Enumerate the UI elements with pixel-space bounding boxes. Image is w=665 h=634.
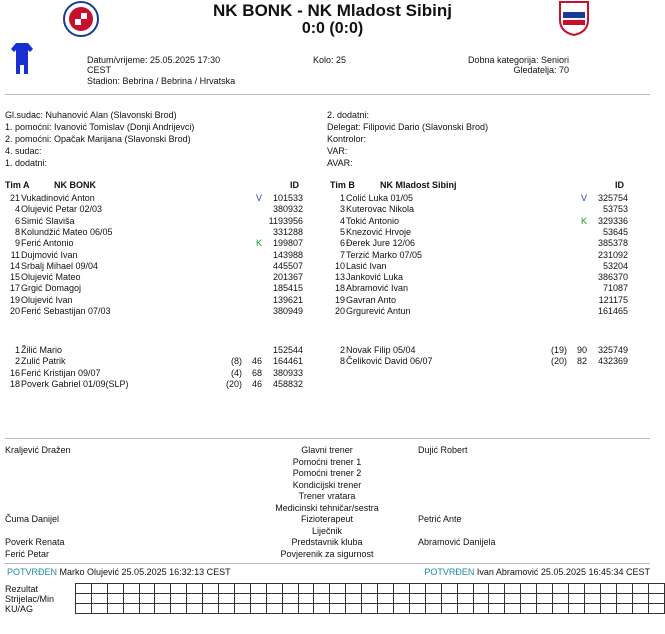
grid-cell <box>425 594 441 604</box>
grid-cell <box>123 584 139 594</box>
sub-minute: 82 <box>576 356 587 367</box>
player-number: 20 <box>9 306 20 316</box>
grid-cell <box>250 584 266 594</box>
confirm-word: POTVRĐEN <box>7 567 58 577</box>
team-a-label: Tim A <box>5 180 30 190</box>
grid-cell <box>473 594 489 604</box>
grid-cell <box>568 604 584 614</box>
grid-cell <box>362 584 378 594</box>
grid-cell <box>250 604 266 614</box>
player-role-mark: V <box>256 193 263 203</box>
grid-cell <box>425 604 441 614</box>
team-b-label: Tim B <box>330 180 355 190</box>
sub-replaced: (20) <box>225 378 242 389</box>
player-number: 8 <box>14 226 20 237</box>
player-id: 385378 <box>597 238 628 249</box>
grid-cell <box>584 594 600 604</box>
sub-name: Čeliković David 06/07 <box>346 356 433 367</box>
grid-row <box>5 584 665 594</box>
match-round: Kolo: 25 <box>313 55 347 65</box>
player-number: 6 <box>14 215 20 226</box>
grid-row-label: Rezultat <box>5 583 39 594</box>
grid-cell <box>171 584 187 594</box>
match-score: 0:0 (0:0) <box>301 20 364 37</box>
match-timezone: CEST <box>87 65 112 75</box>
team-b-staff: Abramović Danijela <box>418 537 496 547</box>
divider <box>5 94 650 95</box>
grid-cell <box>409 604 425 614</box>
grid-cell <box>123 594 139 604</box>
grid-cell <box>346 604 362 614</box>
team-a-staff: Ferić Petar <box>5 548 50 559</box>
grid-cell <box>314 584 330 594</box>
player-name: Abramović Ivan <box>346 283 409 294</box>
grid-cell <box>187 584 203 594</box>
player-name: Kolundžić Mateo 06/05 <box>21 226 113 237</box>
player-name: Ferić Sebastijan 07/03 <box>21 306 111 316</box>
player-name: Knezović Hrvoje <box>346 226 412 237</box>
player-id: 380932 <box>272 204 303 215</box>
grid-cell <box>632 584 648 594</box>
player-number: 14 <box>9 260 20 271</box>
official-line: Delegat: Filipović Dario (Slavonski Brod) <box>327 122 489 132</box>
grid-cell <box>632 604 648 614</box>
team-b-staff: Dujić Robert <box>418 445 468 455</box>
player-name: Gavran Anto <box>346 294 397 305</box>
grid-row-label: Strijelac/Min <box>5 593 55 604</box>
grid-cell <box>425 584 441 594</box>
grid-row <box>5 604 665 614</box>
grid-cell <box>107 604 123 614</box>
grid-cell <box>584 604 600 614</box>
grid-cell <box>600 604 616 614</box>
sub-minute: 46 <box>251 356 262 367</box>
player-number: 21 <box>9 193 20 203</box>
player-id: 53645 <box>602 226 628 237</box>
staff-role: Pomoćni trener 1 <box>292 456 362 467</box>
player-id: 121175 <box>598 294 628 305</box>
player-role-mark: K <box>256 238 263 249</box>
team-a-name: NK BONK <box>54 180 96 190</box>
confirm-team-a <box>7 567 231 577</box>
grid-cell <box>314 594 330 604</box>
match-stadium: Stadion: Bebrina / Bebrina / Hrvatska <box>87 76 236 86</box>
player-name: Grgić Domagoj <box>21 283 82 294</box>
grid-cell <box>314 604 330 614</box>
sub-name: Poverk Gabriel 01/09(SLP) <box>21 378 129 389</box>
grid-cell <box>600 584 616 594</box>
grid-cell <box>107 594 123 604</box>
grid-cell <box>75 604 91 614</box>
grid-cell <box>473 604 489 614</box>
official-line: 4. sudac: <box>5 146 42 156</box>
grid-cell <box>521 604 537 614</box>
player-id: 185415 <box>272 283 303 294</box>
player-name: Ferić Antonio <box>21 238 74 249</box>
grid-cell <box>91 594 107 604</box>
player-number: 17 <box>9 283 20 294</box>
player-id: 201367 <box>272 272 303 283</box>
sub-id: 432369 <box>597 356 628 367</box>
team-a-staff: Kraljević Dražen <box>5 445 71 455</box>
official-line: 2. dodatni: <box>327 110 370 120</box>
sub-replaced: (8) <box>231 356 242 367</box>
grid-cell <box>75 584 91 594</box>
grid-cell <box>568 584 584 594</box>
grid-cell <box>282 594 298 604</box>
grid-cell <box>378 604 394 614</box>
grid-cell <box>616 604 632 614</box>
grid-cell <box>155 594 171 604</box>
grid-cell <box>91 604 107 614</box>
grid-cell <box>298 584 314 594</box>
sub-minute: 90 <box>576 345 587 355</box>
player-name: Dujmović Ivan <box>21 249 78 260</box>
grid-cell <box>203 594 219 604</box>
grid-cell <box>266 594 282 604</box>
grid-cell <box>521 594 537 604</box>
grid-cell <box>648 584 664 594</box>
grid-cell <box>553 584 569 594</box>
grid-cell <box>139 604 155 614</box>
grid-cell <box>234 584 250 594</box>
grid-cell <box>553 604 569 614</box>
result-grid <box>5 583 665 614</box>
player-id: 329336 <box>597 215 628 226</box>
age-category: Dobna kategorija: Seniori <box>467 55 569 65</box>
player-name: Lasić Ivan <box>346 260 387 271</box>
grid-cell <box>457 604 473 614</box>
grid-cell <box>330 584 346 594</box>
sub-id: 458832 <box>272 378 303 389</box>
grid-cell <box>616 594 632 604</box>
sub-id: 325749 <box>597 345 628 355</box>
player-number: 9 <box>14 238 20 249</box>
kit-icon <box>10 42 34 76</box>
grid-cell <box>505 594 521 604</box>
sub-minute: 68 <box>251 367 262 378</box>
player-number: 7 <box>339 249 345 260</box>
staff-role: Povjerenik za sigurnost <box>280 548 374 559</box>
grid-cell <box>219 584 235 594</box>
team-b-name: NK Mladost Sibinj <box>380 180 457 190</box>
divider <box>5 438 650 439</box>
staff-role: Fizioterapeut <box>300 514 354 524</box>
grid-cell <box>489 604 505 614</box>
official-line: 1. pomoćni: Ivanović Tomislav (Donji Andrijevci) <box>5 122 195 132</box>
player-id: 231092 <box>597 249 628 260</box>
sub-number: 16 <box>9 367 20 378</box>
player-number: 3 <box>339 204 345 215</box>
sub-id: 380933 <box>272 367 303 378</box>
grid-cell <box>457 594 473 604</box>
grid-cell <box>139 584 155 594</box>
grid-cell <box>346 584 362 594</box>
grid-cell <box>568 594 584 604</box>
grid-cell <box>107 584 123 594</box>
staff-role: Kondicijski trener <box>292 479 362 490</box>
team-a-id-header: ID <box>290 180 299 190</box>
grid-cell <box>266 584 282 594</box>
player-number: 20 <box>334 306 345 316</box>
sub-number: 8 <box>339 356 345 367</box>
grid-cell <box>521 584 537 594</box>
player-id: 445507 <box>272 260 303 271</box>
player-role-mark: V <box>581 193 588 203</box>
player-id: 161465 <box>597 306 628 316</box>
match-title: NK BONK - NK Mladost Sibinj <box>213 1 452 20</box>
player-id: 386370 <box>597 272 628 283</box>
player-name: Simić Slaviša <box>21 215 75 226</box>
official-line: Kontrolor: <box>327 134 367 144</box>
sub-name: Žilić Mario <box>21 345 63 355</box>
grid-cell <box>346 594 362 604</box>
player-name: Srbalj Mihael 09/04 <box>21 260 99 271</box>
sub-number: 2 <box>14 356 20 367</box>
staff-role: Trener vratara <box>298 491 356 501</box>
official-line: 1. dodatni: <box>5 158 48 168</box>
player-name: Terzić Marko 07/05 <box>346 249 423 260</box>
sub-id: 164461 <box>272 356 303 367</box>
confirm-word: POTVRĐEN <box>424 567 475 577</box>
staff-role: Pomoćni trener 2 <box>292 468 362 478</box>
player-id: 71087 <box>602 283 628 294</box>
staff-role: Glavni trener <box>301 445 353 455</box>
player-id: 53753 <box>602 204 628 215</box>
grid-cell <box>139 594 155 604</box>
grid-cell <box>282 584 298 594</box>
spectators: Gledatelja: 70 <box>513 65 569 75</box>
grid-cell <box>187 594 203 604</box>
team-b-id-header: ID <box>615 180 624 190</box>
player-number: 18 <box>334 283 345 294</box>
official-line: VAR: <box>327 146 348 156</box>
player-number: 15 <box>9 272 20 283</box>
sub-name: Ferić Kristijan 09/07 <box>21 367 101 378</box>
confirm-text: Marko Olujević 25.05.2025 16:32:13 CEST <box>59 567 231 577</box>
sub-replaced: (19) <box>550 345 567 355</box>
grid-cell <box>155 604 171 614</box>
staff-role: Medicinski tehničar/sestra <box>275 502 379 513</box>
grid-cell <box>234 604 250 614</box>
grid-cell <box>537 604 553 614</box>
grid-cell <box>441 604 457 614</box>
player-id: 101533 <box>272 193 303 203</box>
player-id: 143988 <box>272 249 303 260</box>
grid-cell <box>378 584 394 594</box>
player-id: 53204 <box>602 260 628 271</box>
grid-cell <box>457 584 473 594</box>
grid-cell <box>282 604 298 614</box>
player-number: 11 <box>10 249 20 260</box>
official-line: Gl.sudac: Nuhanović Alan (Slavonski Brod) <box>5 110 177 120</box>
grid-cell <box>171 604 187 614</box>
sub-number: 18 <box>9 378 20 389</box>
divider <box>5 563 650 564</box>
staff-role: Predstavnik kluba <box>291 537 363 547</box>
player-name: Đerek Jure 12/06 <box>346 238 416 249</box>
grid-cell <box>155 584 171 594</box>
sub-number: 1 <box>14 345 20 355</box>
grid-cell <box>203 604 219 614</box>
grid-cell <box>632 594 648 604</box>
player-name: Tokić Antonio <box>346 215 400 226</box>
grid-cell <box>75 594 91 604</box>
sub-replaced: (4) <box>231 367 242 378</box>
grid-cell <box>330 604 346 614</box>
grid-cell <box>203 584 219 594</box>
player-number: 4 <box>339 215 345 226</box>
grid-cell <box>298 604 314 614</box>
player-name: Kuterovac Nikola <box>346 204 415 215</box>
player-number: 10 <box>334 260 345 271</box>
grid-cell <box>505 604 521 614</box>
match-datetime: Datum/vrijeme: 25.05.2025 17:30 <box>87 55 221 65</box>
grid-cell <box>123 604 139 614</box>
player-number: 19 <box>334 294 345 305</box>
player-number: 4 <box>14 204 20 215</box>
player-number: 13 <box>334 272 345 283</box>
sub-minute: 46 <box>251 378 262 389</box>
grid-cell <box>330 594 346 604</box>
staff-role: Liječnik <box>311 525 342 536</box>
official-line: 2. pomoćni: Opačak Marijana (Slavonski Brod) <box>5 134 191 144</box>
grid-cell <box>505 584 521 594</box>
grid-row <box>5 594 665 604</box>
sub-id: 152544 <box>272 345 303 355</box>
sub-replaced: (20) <box>550 356 567 367</box>
grid-cell <box>648 604 664 614</box>
grid-cell <box>553 594 569 604</box>
player-name: Olujević Mateo <box>21 272 81 283</box>
player-name: Vukadinović Anton <box>21 193 95 203</box>
grid-cell <box>91 584 107 594</box>
grid-cell <box>219 594 235 604</box>
grid-cell <box>234 594 250 604</box>
grid-cell <box>409 584 425 594</box>
grid-cell <box>187 604 203 614</box>
grid-cell <box>489 584 505 594</box>
grid-cell <box>362 604 378 614</box>
grid-cell <box>473 584 489 594</box>
grid-row-label: KU/AG <box>5 603 34 614</box>
player-name: Olujević Petar 02/03 <box>21 204 103 215</box>
grid-cell <box>250 594 266 604</box>
grid-cell <box>584 584 600 594</box>
player-id: 325754 <box>597 193 628 203</box>
player-id: 199807 <box>272 238 303 249</box>
player-id: 139621 <box>272 294 303 305</box>
team-a-staff: Poverk Renata <box>5 537 65 547</box>
player-number: 1 <box>339 193 345 203</box>
confirm-team-b <box>424 567 650 577</box>
player-id: 331288 <box>272 226 303 237</box>
player-number: 5 <box>339 226 345 237</box>
grid-cell <box>266 604 282 614</box>
grid-cell <box>441 594 457 604</box>
grid-cell <box>394 594 410 604</box>
grid-cell <box>600 594 616 604</box>
grid-cell <box>219 604 235 614</box>
grid-cell <box>298 594 314 604</box>
team-b-staff: Petrić Ante <box>418 514 462 524</box>
grid-cell <box>409 594 425 604</box>
sub-number: 2 <box>339 345 345 355</box>
player-name: Janković Luka <box>346 272 404 283</box>
grid-cell <box>537 594 553 604</box>
official-line: AVAR: <box>327 158 353 168</box>
player-name: Olujević Ivan <box>21 294 73 305</box>
grid-cell <box>171 594 187 604</box>
team-a-staff: Čuma Danijel <box>5 514 60 524</box>
player-number: 19 <box>9 294 20 305</box>
grid-cell <box>394 584 410 594</box>
player-id: 1193956 <box>268 215 303 226</box>
grid-cell <box>489 594 505 604</box>
grid-cell <box>362 594 378 604</box>
grid-cell <box>394 604 410 614</box>
sub-name: Novak Filip 05/04 <box>346 345 416 355</box>
sub-name: Zulić Patrik <box>21 356 66 367</box>
grid-cell <box>616 584 632 594</box>
player-name: Colić Luka 01/05 <box>346 193 414 203</box>
grid-cell <box>648 594 664 604</box>
player-name: Grgurević Antun <box>346 306 411 316</box>
player-number: 6 <box>339 238 345 249</box>
grid-cell <box>441 584 457 594</box>
confirm-text: Ivan Abramović 25.05.2025 16:45:34 CEST <box>476 567 650 577</box>
grid-cell <box>537 584 553 594</box>
player-id: 380949 <box>272 306 303 316</box>
player-role-mark: K <box>581 215 588 226</box>
grid-cell <box>378 594 394 604</box>
